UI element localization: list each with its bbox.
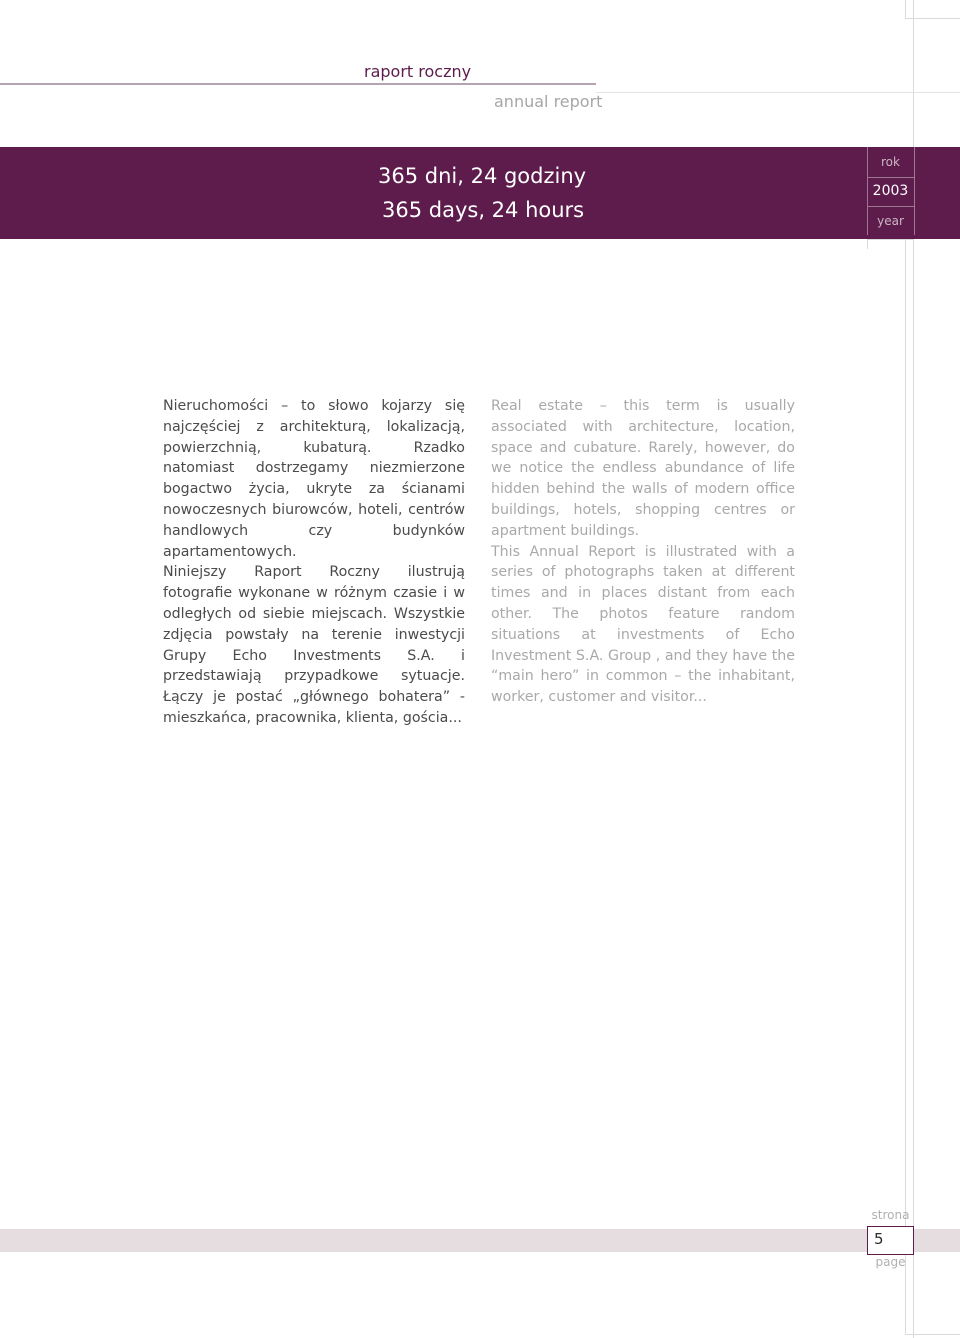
- paragraph-pl-2: Niniejszy Raport Roczny ilustrują fotografie wykonane w różnym czasie i w odległych od siebie miejscach. Wszystkie zdjęcia powstały na terenie inwestycji Grupy Echo Investments S.A. i przedstawiają przypadkowe sytuacje. Łączy je postać „głównego bohatera” - mieszkańca, pracownika, klienta, gościa...: [163, 564, 465, 726]
- frame-line-top: [905, 18, 960, 19]
- paragraph-en-2: This Annual Report is illustrated with a series of photographs taken at different times and in places distant from each other. The photos feature random situations at investments of Echo Investment S.A. Group , and they have the “main hero” in common – the inhabitant, worker, customer and visitor...: [491, 543, 795, 706]
- footer-band: [0, 1229, 960, 1252]
- report-title-pl: raport roczny: [364, 62, 472, 81]
- year-value: 2003: [872, 183, 909, 199]
- page-label-en: page: [875, 1255, 906, 1269]
- paragraph-pl-1: Nieruchomości – to słowo kojarzy się najczęściej z architekturą, lokalizacją, powierzchnią, kubaturą. Rzadko natomiast dostrzegamy niezmierzone bogactwo życia, ukryte za ścianami nowoczesnych biurowców, hoteli, centrów handlowych czy budynków apartamentowych.: [163, 398, 465, 560]
- frame-line-under-band: [867, 239, 913, 240]
- section-title-pl: 365 dni, 24 godziny: [378, 164, 587, 188]
- title-band: [0, 147, 960, 239]
- header-rule: [0, 83, 596, 85]
- body-column-en: [491, 396, 795, 708]
- section-title-en: 365 days, 24 hours: [382, 198, 585, 222]
- frame-line-lower: [905, 239, 906, 1334]
- page-number: 5: [874, 1230, 884, 1248]
- year-label-pl: rok: [881, 155, 900, 169]
- page-label-pl: strona: [871, 1208, 910, 1222]
- body-column-pl: [163, 396, 465, 729]
- year-label-en: year: [877, 214, 904, 228]
- frame-line-bottom: [905, 1334, 960, 1335]
- header-rule-light: [596, 92, 960, 93]
- paragraph-en-1: Real estate – this term is usually associated with architecture, location, space and cubature. Rarely, however, do we notice the endless abundance of life hidden behind the walls of modern office buildings, hotels, shopping centres or apartment buildings.: [491, 398, 795, 539]
- frame-line-under-band-left: [867, 239, 868, 249]
- frame-line-right-inner: [905, 0, 906, 18]
- report-title-en: annual report: [494, 92, 603, 111]
